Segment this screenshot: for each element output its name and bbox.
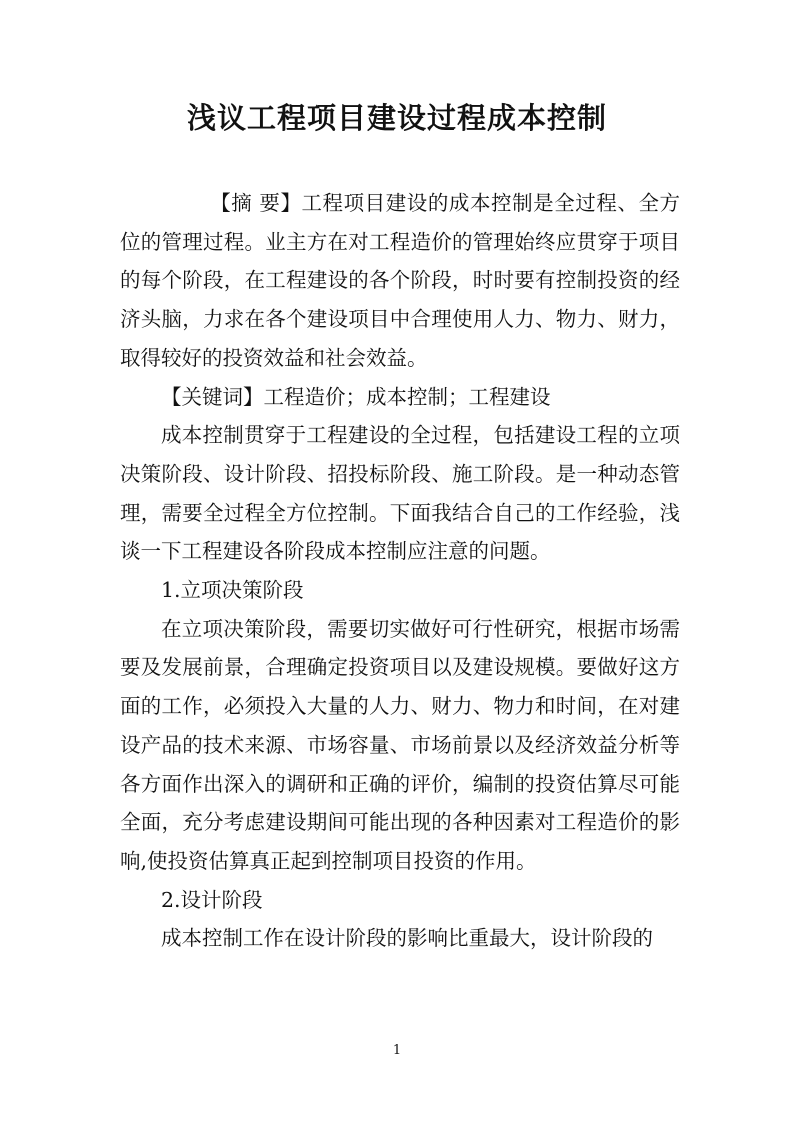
intro-paragraph: 成本控制贯穿于工程建设的全过程，包括建设工程的立项决策阶段、设计阶段、招投标阶段、施工阶段。是一种动态管理，需要全过程全方位控制。下面我结合自己的工作经验，浅谈一下工程建设各阶段成本控制应注意的问题。 xyxy=(120,423,680,564)
section-2-paragraph: 成本控制工作在设计阶段的影响比重最大，设计阶段的 xyxy=(161,926,653,951)
keywords-paragraph: 【关键词】工程造价；成本控制；工程建设 xyxy=(161,384,551,409)
abstract-paragraph: 【摘 要】工程项目建设的成本控制是全过程、全方位的管理过程。业主方在对工程造价的管理始终应贯穿于项目的每个阶段，在工程建设的各个阶段，时时要有控制投资的经济头脑，力求在各个建设项目中合理使用人力、物力、财力，取得较好的投资效益和社会效益。 xyxy=(120,191,680,370)
section-2-heading: 2.设计阶段 xyxy=(161,887,263,912)
document-body xyxy=(120,184,680,958)
section-1-paragraph: 在立项决策阶段，需要切实做好可行性研究，根据市场需要及发展前景，合理确定投资项目以及建设规模。要做好这方面的工作，必须投入大量的人力、财力、物力和时间，在对建设产品的技术来源、市场容量、市场前景以及经济效益分析等各方面作出深入的调研和正确的评价，编制的投资估算尽可能全面，充分考虑建设期间可能出现的各种因素对工程造价的影响,使投资估算真正起到控制项目投资的作用。 xyxy=(120,616,680,873)
document-title: 浅议工程项目建设过程成本控制 xyxy=(186,101,607,135)
section-1-heading: 1.立项决策阶段 xyxy=(161,578,304,603)
page-number: 1 xyxy=(392,1043,402,1058)
